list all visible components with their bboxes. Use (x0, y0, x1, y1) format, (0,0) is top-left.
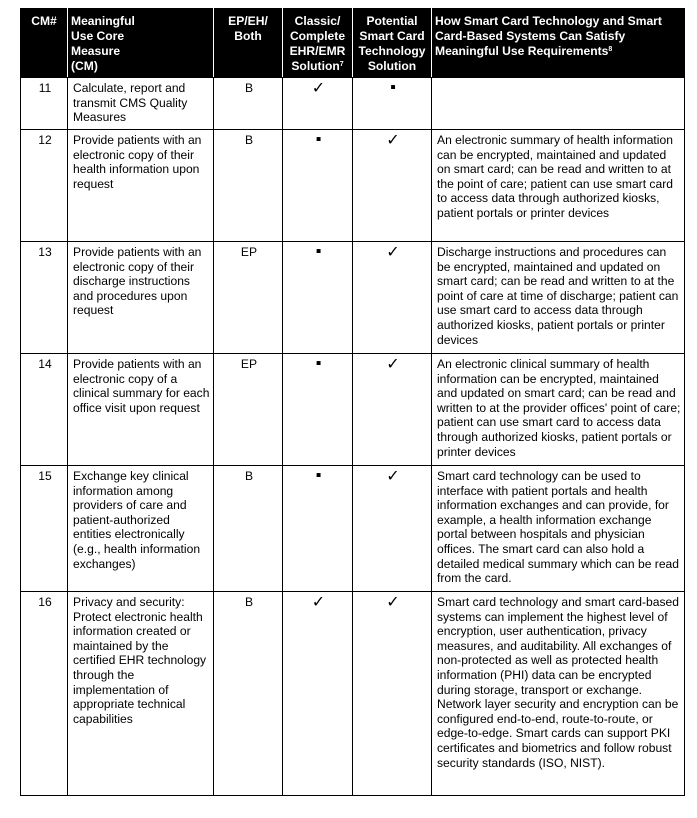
potential-solution-mark (353, 78, 432, 130)
measure-text: Provide patients with an electronic copy of a clinical summary for each office visit upon request (68, 354, 214, 466)
checkmark-icon: ✓ (311, 78, 326, 97)
measure-text: Calculate, report and transmit CMS Quality Measures (68, 78, 214, 130)
potential-solution-mark (353, 130, 432, 242)
header-ep-eh-both: EP/EH/ Both (214, 9, 283, 78)
table-row (21, 466, 685, 592)
cm-number: 12 (21, 130, 68, 242)
meaningful-use-table (20, 8, 685, 796)
measure-text: Exchange key clinical information among providers of care and patient-authorized entities electronically (e.g., health information exchanges) (68, 466, 214, 592)
ep-eh-both-value: EP (214, 354, 283, 466)
how-smart-card-text: Smart card technology and smart card-based systems can implement the highest level of encryption, user authentication, privacy measures, and auditability. All exchanges of non-protected as well as protected health information (PHI) data can be encrypted during storage, transport or exchange. Network layer security and encryption can be configured end-to-end, route-to-route, or edge-to-edge. Smart cards can support PKI certificates and biometrics and follow robust security standards (ISO, NIST). (432, 592, 685, 796)
ep-eh-both-value: EP (214, 242, 283, 354)
header-measure: Meaningful Use Core Measure (CM) (68, 9, 214, 78)
measure-text: Provide patients with an electronic copy of their health information upon request (68, 130, 214, 242)
table-header (21, 9, 685, 78)
header-cm: CM# (21, 9, 68, 78)
header-classic-solution: Classic/ Complete EHR/EMR Solution$^7$ (283, 9, 353, 78)
table-row (21, 78, 685, 130)
table-row (21, 354, 685, 466)
potential-solution-mark (353, 466, 432, 592)
checkmark-icon: ✓ (386, 354, 400, 373)
how-smart-card-text: Smart card technology can be used to interface with patient portals and health information exchanges and can provide, for example, a health information exchange portal between hospitals and physician offices. The smart card can also hold a detailed medical summary which can be read from the card. (432, 466, 685, 592)
cm-number: 15 (21, 466, 68, 592)
classic-solution-mark (283, 354, 353, 466)
classic-solution-mark (283, 78, 353, 130)
ep-eh-both-value: B (214, 130, 283, 242)
how-smart-card-text: An electronic clinical summary of health information can be encrypted, maintained and updated on smart card; can be read and written to at the provider offices' point of care; patient can use smart card to access data through authorized kiosks, patient portals or printer devices (432, 354, 685, 466)
ep-eh-both-value: B (214, 466, 283, 592)
bullet-dot-icon: ▪ (315, 243, 322, 260)
checkmark-icon: ✓ (386, 130, 400, 149)
checkmark-icon: ✓ (386, 592, 400, 611)
cm-number: 14 (21, 354, 68, 466)
footnote-7: 7 (339, 61, 344, 68)
header-how-smart-card: How Smart Card Technology and Smart Card-Based Systems Can Satisfy Meaningful Use Requirements$^8$ (432, 9, 685, 78)
classic-solution-mark (283, 592, 353, 796)
table-row (21, 130, 685, 242)
bullet-dot-icon: ▪ (315, 467, 322, 484)
potential-solution-mark (353, 242, 432, 354)
classic-solution-mark (283, 466, 353, 592)
table-row (21, 242, 685, 354)
measure-text: Provide patients with an electronic copy of their discharge instructions and procedures upon request (68, 242, 214, 354)
document-page (20, 8, 685, 796)
bullet-dot-icon: ▪ (315, 355, 322, 372)
potential-solution-mark (353, 592, 432, 796)
ep-eh-both-value: B (214, 592, 283, 796)
measure-text: Privacy and security: Protect electronic health information created or maintained by the certified EHR technology through the implementation of appropriate technical capabilities (68, 592, 214, 796)
classic-solution-mark (283, 242, 353, 354)
checkmark-icon: ✓ (311, 592, 326, 611)
cm-number: 16 (21, 592, 68, 796)
cm-number: 11 (21, 78, 68, 130)
classic-solution-mark (283, 130, 353, 242)
how-smart-card-text: An electronic summary of health information can be encrypted, maintained and updated on smart card; can be read and written to at the point of care; patient can use smart card to access data through authorized kiosks, patient portals or printer devices (432, 130, 685, 242)
potential-solution-mark (353, 354, 432, 466)
checkmark-icon: ✓ (386, 242, 400, 261)
table-body (21, 78, 685, 796)
footnote-8: 8 (608, 46, 613, 53)
ep-eh-both-value: B (214, 78, 283, 130)
checkmark-icon: ✓ (386, 466, 400, 485)
header-potential-solution: Potential Smart Card Technology Solution (353, 9, 432, 78)
table-row (21, 592, 685, 796)
bullet-dot-icon: ▪ (315, 131, 322, 148)
how-smart-card-text: Discharge instructions and procedures can be encrypted, maintained and updated on smart card; can be read and written to at the point of care at time of discharge; patient can use smart card to access data through authorized kiosks, patient portals or printer devices (432, 242, 685, 354)
bullet-dot-icon: ▪ (390, 79, 396, 96)
how-smart-card-text (432, 78, 685, 130)
cm-number: 13 (21, 242, 68, 354)
